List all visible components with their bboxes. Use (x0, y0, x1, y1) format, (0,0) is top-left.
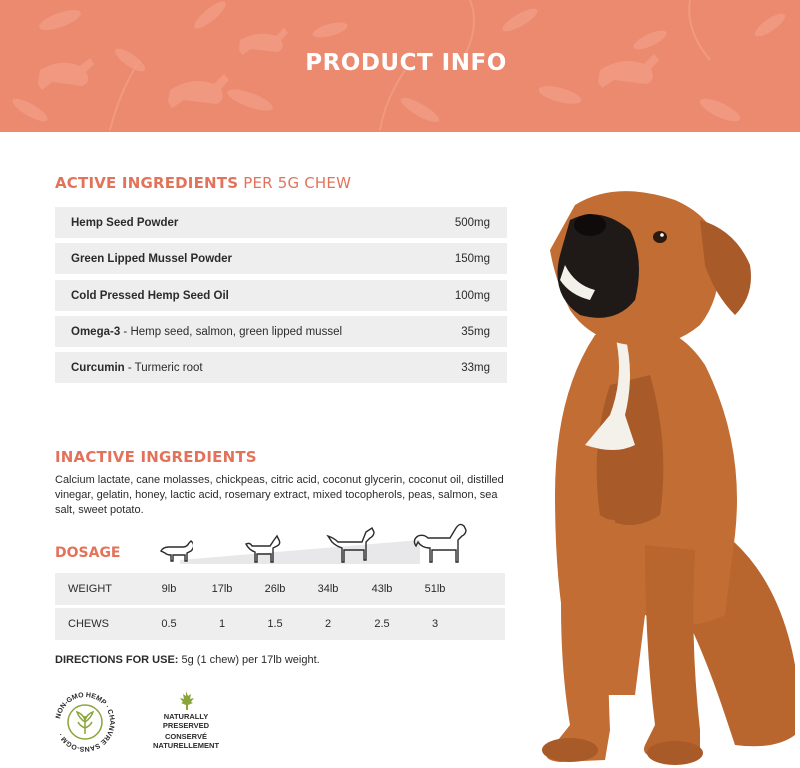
chews-cell: 3 (431, 618, 439, 630)
inactive-ingredients-title: INACTIVE INGREDIENTS (55, 448, 257, 466)
chews-cell: 1.5 (267, 618, 283, 630)
ingredient-desc: - Hemp seed, salmon, green lipped mussel (120, 325, 343, 338)
active-ingredients-title: ACTIVE INGREDIENTS (55, 174, 239, 192)
ingredient-amount: 150mg (454, 252, 490, 265)
gmo-badge-text: NON-GMO HEMP · CHANVRE SANS-OGM · (55, 691, 116, 753)
weight-cell: 51lb (424, 583, 446, 595)
preserved-en-line2: PRESERVED (162, 721, 210, 730)
ingredient-amount: 33mg (461, 361, 490, 374)
weight-label: WEIGHT (68, 583, 112, 595)
ingredient-name: Green Lipped Mussel Powder (71, 252, 233, 265)
preserved-fr-line1: CONSERVÉ (165, 732, 207, 741)
product-info-banner (0, 0, 800, 132)
dosage-chews-row (55, 608, 505, 640)
weight-cell: 17lb (211, 583, 233, 595)
ingredient-amount: 100mg (454, 289, 490, 302)
ingredient-row (55, 280, 507, 311)
directions-label: DIRECTIONS FOR USE: (55, 654, 179, 666)
chews-cell: 2 (324, 618, 332, 630)
weight-cell: 34lb (317, 583, 339, 595)
directions-for-use (55, 654, 320, 666)
ingredient-name: Hemp Seed Powder (71, 216, 179, 229)
ingredient-name: Omega-3 (71, 325, 121, 338)
dosage-weight-row (55, 573, 505, 605)
maple-leaf-icon (175, 690, 197, 712)
dosage-title: DOSAGE (55, 545, 121, 561)
ingredient-row (55, 207, 507, 238)
chews-cell: 0.5 (161, 618, 177, 630)
boxer-dog-image (525, 185, 800, 768)
weight-cell: 43lb (371, 583, 393, 595)
hemp-leaf-icon (77, 712, 93, 734)
preserved-en-line1: NATURALLY (163, 712, 209, 721)
ingredient-name: Cold Pressed Hemp Seed Oil (71, 289, 229, 302)
pointer-icon (324, 524, 376, 566)
chews-cell: 1 (218, 618, 226, 630)
inactive-ingredients-heading (55, 448, 257, 466)
weight-cell: 9lb (161, 583, 177, 595)
non-gmo-hemp-badge (50, 686, 120, 758)
ingredient-amount: 500mg (454, 216, 490, 229)
ingredient-name: Curcumin (71, 361, 125, 374)
ingredient-desc: - Turmeric root (124, 361, 203, 374)
chews-cell: 2.5 (374, 618, 390, 630)
ingredient-row (55, 316, 507, 347)
ingredient-amount: 35mg (461, 325, 490, 338)
terrier-icon (240, 530, 284, 566)
banner-title: PRODUCT INFO (305, 50, 507, 76)
naturally-preserved-badge (146, 690, 226, 750)
active-ingredients-subtitle: PER 5G CHEW (243, 174, 352, 192)
ingredient-row (55, 352, 507, 383)
retriever-icon (410, 520, 468, 566)
directions-text: 5g (1 chew) per 17lb weight. (178, 654, 320, 666)
preserved-fr-line2: NATURELLEMENT (152, 741, 220, 750)
dachshund-icon (155, 537, 193, 563)
inactive-ingredients-text: Calcium lactate, cane molasses, chickpeas, citric acid, coconut glycerin, coconut oil, distilled vinegar, gelatin, honey, lactic acid, rosemary extract, mixed tocopherols, peas, salmon, sea salt, sweet potato. (55, 474, 504, 516)
active-ingredients-heading (55, 174, 351, 192)
chews-label: CHEWS (68, 618, 109, 630)
weight-cell: 26lb (264, 583, 286, 595)
ingredient-row (55, 243, 507, 274)
